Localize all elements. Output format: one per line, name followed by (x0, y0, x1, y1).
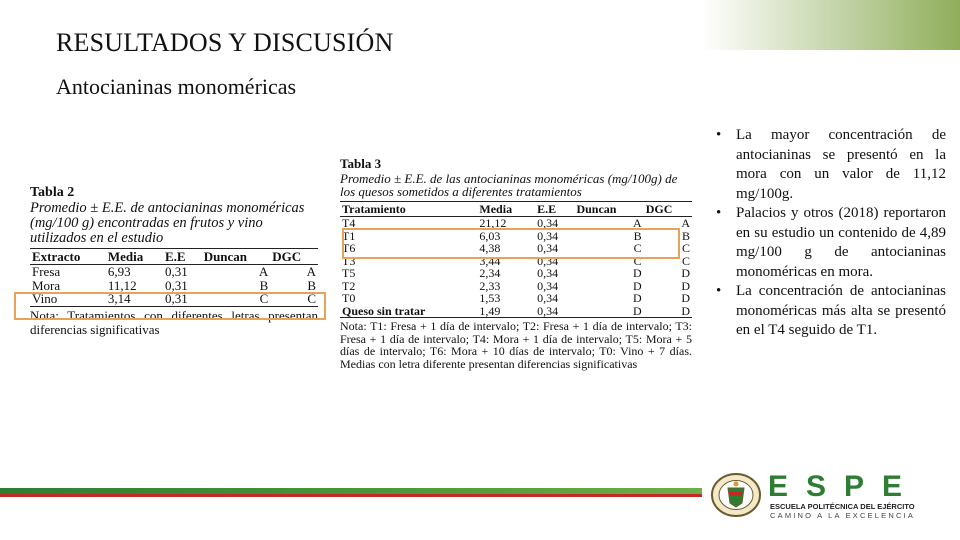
table-2-cell: 0,31 (164, 264, 188, 279)
table-3-cell: 0,34 (537, 291, 559, 305)
table-3-cell: B (681, 228, 690, 243)
table-3-cell: 3,44 (479, 253, 501, 268)
table-3-cell: 0,34 (537, 266, 559, 280)
table-3-cell: 0,34 (537, 228, 559, 243)
table-3-cell: D (681, 291, 690, 305)
table-2-highlight-box (14, 292, 326, 320)
table-3-cell: 0,34 (537, 278, 559, 293)
table-2-column-header: DGC (270, 248, 318, 265)
table-3-cell: 21,12 (479, 216, 507, 230)
table-2-cell: 3,14 (106, 292, 163, 306)
table-3-cell: D (633, 266, 642, 280)
table-3-description: Promedio ± E.E. de las antocianinas monoméricas (mg/100g) de los quesos sometidos a diferentes tratamientos (340, 170, 678, 199)
table-3-block (340, 158, 692, 370)
table-3-cell: 1,53 (479, 291, 501, 305)
table-2-cell: A (306, 264, 316, 279)
table-3 (340, 201, 692, 319)
table-2-header-row (30, 248, 318, 265)
table-2-cell: C (202, 292, 271, 306)
table-2-cell: 0,31 (163, 292, 202, 306)
table-3-cell: T3 (342, 253, 356, 268)
table-2-cell: A (258, 264, 269, 279)
bullet-text: La concentración de antocianinas monoméricas más alta se presentó en el T4 seguido de T1. (736, 283, 946, 338)
table-2-cell: Fresa (32, 264, 61, 279)
table-3-cell: A (681, 216, 690, 230)
table-3-cell: D (633, 291, 642, 305)
page-title: RESULTADOS Y DISCUSIÓN (56, 28, 394, 57)
bullet-item (714, 126, 946, 204)
bullet-dot-icon: • (716, 205, 722, 221)
espe-logo (706, 468, 946, 524)
table-3-cell: 0,34 (535, 305, 574, 318)
espe-motto: CAMINO A LA EXCELENCIA (770, 511, 916, 520)
table-2-cell: B (259, 277, 269, 293)
table-2-cell: 11,12 (107, 277, 137, 293)
table-3-column-header: Duncan (574, 201, 643, 217)
table-3-cell: T1 (342, 228, 356, 243)
table-3-row (340, 292, 692, 305)
table-3-column-header: Tratamiento (340, 201, 477, 217)
table-3-note: Nota: T1: Fresa + 1 día de intervalo; T2: Fresa + 1 día de intervalo; T3: Fresa + 1 día de intervalo; T4: Mora + 1 día de intervalo; T5: Mora + 5 días de intervalo; T6: Mora + 10 días de intervalo; T0: Vino + 7 días. Medias con letra diferente presentan diferencias significativas (340, 319, 692, 371)
table-3-cell: Queso sin tratar (340, 305, 477, 318)
table-3-cell: D (574, 305, 643, 318)
table-3-cell: 6,03 (479, 228, 501, 243)
table-3-cell: C (633, 253, 642, 268)
espe-seal-icon (710, 472, 762, 518)
discussion-bullets (714, 126, 946, 341)
table-3-cell: C (633, 241, 642, 255)
table-3-cell: D (633, 278, 642, 293)
bullet-item (714, 204, 946, 282)
table-2-cell: 0,31 (164, 277, 188, 293)
table-3-header-row (340, 201, 692, 217)
table-3-cell: C (681, 253, 690, 268)
table-3-cell: 0,34 (537, 216, 559, 230)
table-2-row (30, 265, 318, 279)
table-3-column-header: Media (477, 201, 535, 217)
table-3-cell: 2,33 (479, 278, 501, 293)
table-3-cell: 4,38 (479, 241, 501, 255)
bullet-text: Palacios y otros (2018) reportaron en su estudio un contenido de 4,89 mg/100 g de antocianinas monoméricas en mora. (736, 205, 946, 280)
bullet-dot-icon: • (716, 127, 722, 143)
table-3-cell: A (633, 216, 642, 230)
table-2-caption: Tabla 2 (30, 185, 75, 200)
table-3-cell: C (681, 241, 690, 255)
table-3-cell: T4 (342, 216, 356, 230)
table-3-cell: T2 (342, 278, 356, 293)
table-3-row (340, 267, 692, 280)
table-2-cell: 6,93 (107, 264, 131, 279)
table-3-cell: D (681, 266, 690, 280)
table-3-column-header: DGC (644, 201, 692, 217)
table-2-cell: B (307, 277, 316, 293)
table-2-column-header: Media (106, 248, 163, 265)
page-subtitle: Antocianinas monoméricas (56, 74, 297, 99)
table-2-description: Promedio ± E.E. de antocianinas monoméricas (mg/100 g) encontradas en frutos y vino utilizados en el estudio (30, 199, 305, 246)
table-3-highlight-box (342, 228, 680, 259)
table-3-cell: D (644, 305, 692, 318)
table-2-cell: Vino (30, 292, 106, 306)
table-2-column-header: Duncan (202, 248, 271, 265)
table-3-cell: 0,34 (537, 241, 559, 255)
table-3-cell: T6 (342, 241, 356, 255)
table-3-caption: Tabla 3 (340, 156, 382, 171)
table-3-cell: 0,34 (537, 253, 559, 268)
espe-name: ESCUELA POLITÉCNICA DEL EJÉRCITO (770, 502, 915, 511)
table-3-cell: T5 (342, 266, 356, 280)
table-3-cell: T0 (342, 291, 356, 305)
bullet-text: La mayor concentración de antocianinas se presentó en la mora con un valor de 11,12 mg/100g. (736, 127, 946, 202)
table-3-row (340, 305, 692, 318)
espe-wordmark: ESPE (768, 470, 921, 503)
table-2-column-header: E.E (163, 248, 202, 265)
table-2-column-header: Extracto (30, 248, 106, 265)
table-3-cell: 1,49 (477, 305, 535, 318)
bullet-dot-icon: • (716, 283, 722, 299)
table-2-cell: Mora (32, 277, 61, 293)
table-2-cell: C (270, 292, 318, 306)
table-3-cell: D (681, 278, 690, 293)
bullet-item (714, 282, 946, 341)
footer-accent-bar (0, 488, 702, 498)
table-2-note: Nota: Tratamientos con diferentes letras presentan diferencias significativas (30, 307, 318, 337)
table-2-row (30, 279, 318, 293)
table-3-cell: 2,34 (479, 266, 501, 280)
table-3-cell: B (633, 228, 642, 243)
table-3-column-header: E.E (535, 201, 574, 217)
